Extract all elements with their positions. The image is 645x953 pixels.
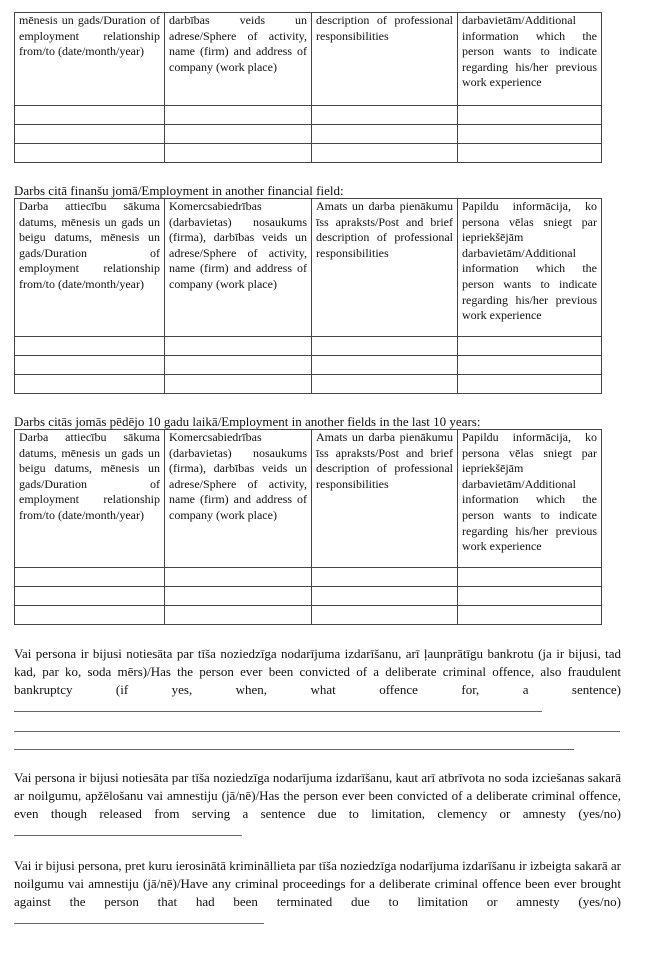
input-cell[interactable] <box>15 606 165 625</box>
header-cell-duration: Darba attiecību sākuma datums, mēnesis un gads un beigu datums, mēnesis un gads/Duration of employment relationship from/to (date/month/year) <box>15 199 165 337</box>
input-cell[interactable] <box>165 337 312 356</box>
input-cell[interactable] <box>15 568 165 587</box>
section-heading-financial-field: Darbs citā finanšu jomā/Employment in another financial field: <box>14 183 344 198</box>
input-cell[interactable] <box>312 606 458 625</box>
input-cell[interactable] <box>165 144 312 163</box>
question-text: Vai persona ir bijusi notiesāta par tīša noziedzīga nodarījuma izdarīšanu, arī ļaunprātīgu bankrotu (ja ir bijusi, tad kad, par ko, soda mērs)/Has the person ever been convicted of a deliberate criminal offence, also fraudulent bankruptcy (if yes, when, what offence for, a sentence) <box>14 646 621 697</box>
employment-table-other <box>14 429 602 625</box>
employment-table-continued <box>14 12 602 163</box>
answer-line[interactable] <box>14 749 574 750</box>
input-cell[interactable] <box>165 125 312 144</box>
input-cell[interactable] <box>312 337 458 356</box>
input-cell[interactable] <box>165 587 312 606</box>
table-row <box>15 356 602 375</box>
table-header-row <box>15 430 602 568</box>
table-row <box>15 125 602 144</box>
input-cell[interactable] <box>312 375 458 394</box>
table-row <box>15 587 602 606</box>
input-cell[interactable] <box>458 356 602 375</box>
header-cell-post: Amats un darba pienākumu īss apraksts/Post and brief description of professional responsibilities <box>312 430 458 568</box>
input-cell[interactable] <box>458 375 602 394</box>
table-row <box>15 568 602 587</box>
answer-line[interactable] <box>14 731 620 732</box>
input-cell[interactable] <box>312 144 458 163</box>
input-cell[interactable] <box>15 337 165 356</box>
table-row <box>15 144 602 163</box>
header-cell-company: Komercsabiedrības (darbavietas) nosaukums (firma), darbības veids un adrese/Sphere of activity, name (firm) and address of company (work place) <box>165 199 312 337</box>
answer-field-convicted[interactable] <box>14 699 542 712</box>
input-cell[interactable] <box>458 106 602 125</box>
input-cell[interactable] <box>312 356 458 375</box>
question-proceedings-terminated <box>14 857 621 929</box>
question-convicted-released <box>14 769 621 841</box>
table-row <box>15 606 602 625</box>
header-cell-additional: Papildu informācija, ko persona vēlas sniegt par iepriekšējām darbavietām/Additional information which the person wants to indicate regarding his/her previous work experience <box>458 199 602 337</box>
input-cell[interactable] <box>165 375 312 394</box>
input-cell[interactable] <box>165 356 312 375</box>
input-cell[interactable] <box>15 144 165 163</box>
input-cell[interactable] <box>312 125 458 144</box>
question-convicted <box>14 645 621 717</box>
input-cell[interactable] <box>458 144 602 163</box>
table-row <box>15 337 602 356</box>
input-cell[interactable] <box>165 606 312 625</box>
question-text: Vai persona ir bijusi notiesāta par tīša noziedzīga nodarījuma izdarīšanu, kaut arī atbrīvota no soda izciešanas sakarā ar noilgumu, apžēlošanu vai amnestiju (jā/nē)/Has the person ever been convicted of a deliberate criminal offence, even though released from serving a sentence due to limitation, clemency or amnesty (yes/no) <box>14 770 621 821</box>
input-cell[interactable] <box>15 106 165 125</box>
header-cell-post: description of professional responsibilities <box>312 13 458 106</box>
header-cell-additional: Papildu informācija, ko persona vēlas sniegt par iepriekšējām darbavietām/Additional information which the person wants to indicate regarding his/her previous work experience <box>458 430 602 568</box>
header-cell-post: Amats un darba pienākumu īss apraksts/Post and brief description of professional responsibilities <box>312 199 458 337</box>
table-row <box>15 106 602 125</box>
header-cell-company: Komercsabiedrības (darbavietas) nosaukums (firma), darbības veids un adrese/Sphere of activity, name (firm) and address of company (work place) <box>165 430 312 568</box>
input-cell[interactable] <box>15 125 165 144</box>
input-cell[interactable] <box>15 356 165 375</box>
input-cell[interactable] <box>458 568 602 587</box>
answer-field-terminated[interactable] <box>14 911 264 924</box>
employment-table-financial <box>14 198 602 394</box>
input-cell[interactable] <box>312 568 458 587</box>
header-cell-company: darbības veids un adrese/Sphere of activity, name (firm) and address of company (work place) <box>165 13 312 106</box>
input-cell[interactable] <box>312 106 458 125</box>
input-cell[interactable] <box>458 587 602 606</box>
input-cell[interactable] <box>458 125 602 144</box>
header-cell-additional: darbavietām/Additional information which the person wants to indicate regarding his/her previous work experience <box>458 13 602 106</box>
input-cell[interactable] <box>15 587 165 606</box>
answer-field-released[interactable] <box>14 823 242 836</box>
input-cell[interactable] <box>458 606 602 625</box>
input-cell[interactable] <box>458 337 602 356</box>
input-cell[interactable] <box>15 375 165 394</box>
table-header-row <box>15 13 602 106</box>
table-row <box>15 375 602 394</box>
input-cell[interactable] <box>165 568 312 587</box>
header-cell-duration: mēnesis un gads/Duration of employment relationship from/to (date/month/year) <box>15 13 165 106</box>
input-cell[interactable] <box>165 106 312 125</box>
input-cell[interactable] <box>312 587 458 606</box>
section-heading-other-fields: Darbs citās jomās pēdējo 10 gadu laikā/Employment in another fields in the last 10 years: <box>14 414 481 429</box>
header-cell-duration: Darba attiecību sākuma datums, mēnesis un gads un beigu datums, mēnesis un gads/Duration of employment relationship from/to (date/month/year) <box>15 430 165 568</box>
table-header-row <box>15 199 602 337</box>
question-text: Vai ir bijusi persona, pret kuru ierosinātā krimināllieta par tīša noziedzīga nodarījuma izdarīšanu ir izbeigta sakarā ar noilgumu vai amnestiju (jā/nē)/Have any criminal proceedings for a deliberate criminal offence been ever brought against the person that had been terminated due to limitation or amnesty (yes/no) <box>14 858 621 909</box>
